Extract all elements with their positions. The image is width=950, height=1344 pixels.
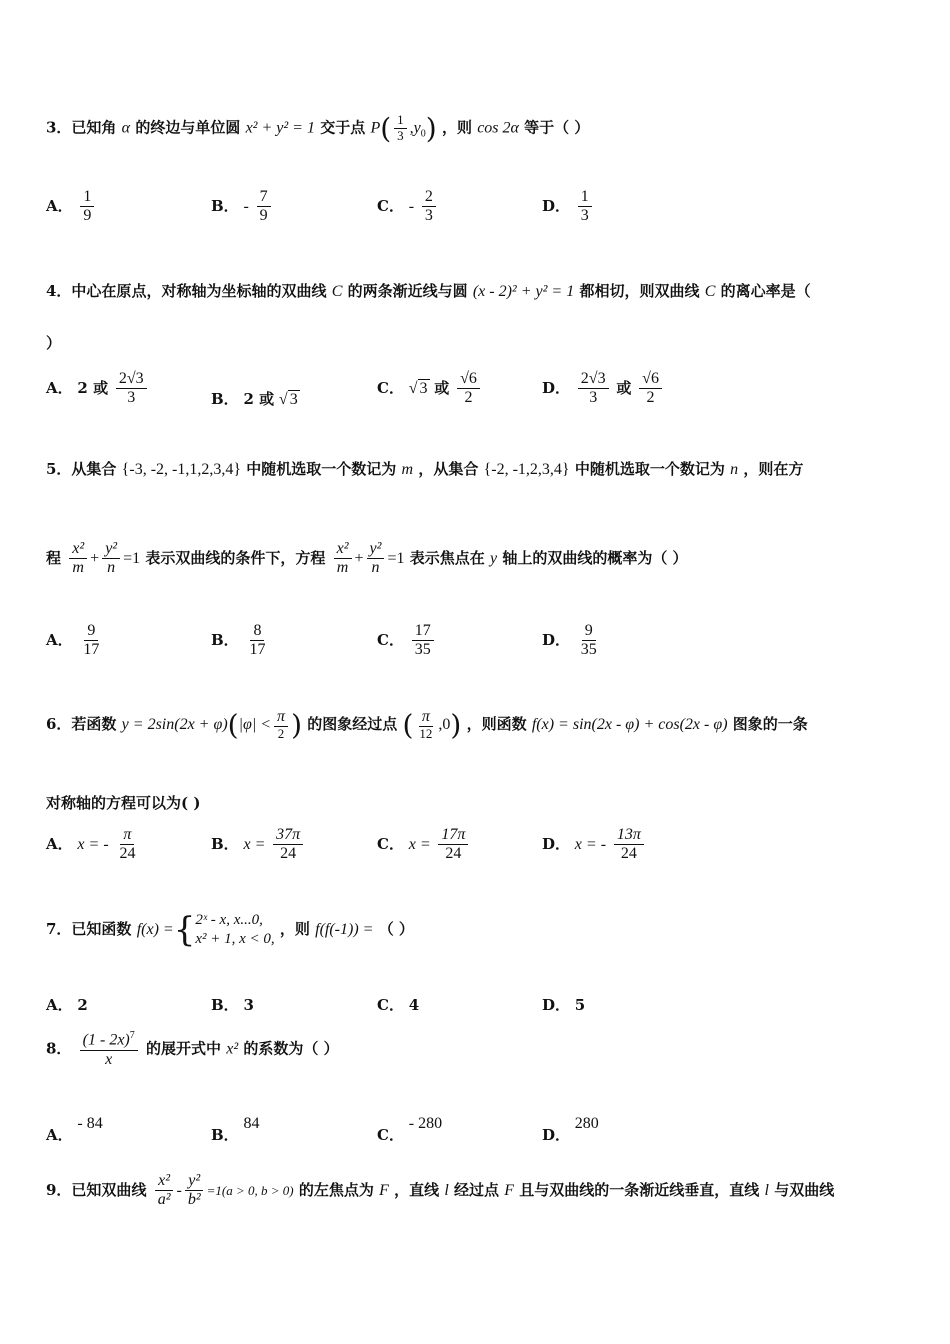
question-9: 9．已知双曲线 $\frac{\text{x²}}{\text{a²}}$ - $\frac{\text{y²}}{\text{b²}}$ =1(a > 0, b > 0) 的左焦点为 F ，直线 l 经过点 F 且与双曲线的一条渐近线垂直，直线 l 与双曲线 (46, 1172, 835, 1209)
q5-eq2-m: m (336, 559, 349, 577)
q6-pt-pi: π (419, 708, 433, 727)
q3-d-den: 3 (580, 207, 589, 225)
q3-d-label: D． (542, 196, 571, 215)
q3-option-a[interactable] (46, 188, 97, 226)
q4-curve-2: C (704, 283, 716, 300)
q3-c-label: C． (377, 196, 404, 215)
q3-a-num: 1 (80, 188, 94, 207)
q7-option-c[interactable] (377, 994, 419, 1015)
q5-option-d[interactable] (542, 622, 603, 660)
q5-a-label: A． (46, 630, 73, 649)
q6-cond-two: 2 (277, 726, 285, 742)
q5-a-den: 17 (83, 641, 100, 659)
q6-option-b[interactable] (211, 826, 306, 864)
q7-b-label: B． (211, 996, 239, 1014)
q3-d-num: 1 (578, 188, 592, 207)
q8-term: x² (226, 1040, 239, 1058)
q4-stem-1: 4．中心在原点，对称轴为坐标轴的双曲线 (46, 282, 327, 300)
q7-d-label: D． (542, 996, 571, 1014)
q6-stem-3: ，则函数 (466, 715, 527, 734)
q3-b-den: 9 (259, 207, 268, 225)
q5-c-label: C． (377, 630, 404, 649)
q6-func1: y = 2sin(2x + φ) (121, 716, 228, 734)
q6-pt-zero: ,0 (438, 716, 451, 734)
q4-d-den: 3 (589, 389, 598, 407)
q5-option-b[interactable] (211, 622, 271, 660)
q4-circle: (x - 2)² + y² = 1 (472, 283, 575, 300)
q4-d-num2: √6 (639, 370, 662, 389)
q4-option-b[interactable]: B． 2 或 √ 3 (211, 390, 298, 408)
q7-stem-1: 7．已知函数 (46, 920, 132, 938)
q5-eq1-n: n (107, 559, 116, 577)
q5-b-label: B． (211, 630, 239, 649)
q5-var1: m (401, 461, 414, 478)
q7-stem-2: ，则 (279, 920, 310, 938)
q6-cond-pi: π (274, 708, 288, 727)
q8-stem-1: 8． (46, 1039, 72, 1058)
question-8 (46, 1030, 339, 1069)
q4-a-num: 2√3 (116, 370, 147, 389)
q3-c-sign: - (408, 197, 415, 215)
q4-d-label: D． (542, 378, 571, 397)
q6-func2: f(x) = sin(2x - φ) + cos(2x - φ) (531, 716, 728, 734)
q4-option-d[interactable] (542, 370, 665, 408)
q6-pt-twelve: 12 (419, 726, 433, 742)
question-5: 5．从集合 {-3, -2, -1,1,2,3,4} 中随机选取一个数记为 m ，从集合 {-2, -1,2,3,4} 中随机选取一个数记为 n ，则在方 (46, 460, 804, 478)
q4-c-text: 或 (434, 378, 450, 397)
q8-c-text: - 280 (408, 1115, 443, 1132)
q6-stem-5: 对称轴的方程可以为( ) (46, 794, 201, 812)
q4-curve: C (331, 283, 343, 300)
q3-point-p: P (370, 119, 381, 137)
q4-option-a[interactable] (46, 370, 150, 408)
q3-stem-1: 3．已知角 (46, 118, 117, 137)
q5-stem-6: 程 (46, 548, 62, 567)
q7-b-text: 3 (243, 996, 254, 1014)
q5-eq1-m: m (72, 559, 84, 577)
q6-cond: |φ| < (238, 716, 272, 734)
q6-d-den: 24 (620, 845, 637, 863)
q3-b-sign: - (243, 197, 249, 215)
q5-stem-8: 表示焦点在 (409, 548, 485, 567)
q5-var2: n (730, 461, 739, 478)
q5-c-num: 17 (412, 622, 434, 641)
q4-stem-5: ） (46, 334, 62, 352)
q8-b-label: B． (211, 1126, 239, 1144)
q7-option-d[interactable] (542, 994, 585, 1015)
q8-den: x (105, 1050, 113, 1068)
q8-b-text: 84 (243, 1115, 260, 1132)
q3-c-num: 2 (422, 188, 436, 207)
q4-a-den: 3 (127, 389, 136, 407)
q9-focus: F (379, 1181, 389, 1199)
q6-stem-1: 6．若函数 (46, 715, 117, 734)
q4-d-den2: 2 (646, 389, 655, 407)
q3-a-label: A． (46, 196, 73, 215)
q6-b-pre: x = (243, 835, 266, 853)
q5-stem-5: ，则在方 (743, 460, 804, 478)
q9-stem-1: 9．已知双曲线 (46, 1180, 147, 1199)
q4-a-label: A． (46, 378, 73, 397)
question-7: 7．已知函数 f(x) ={ 2ˣ - x, x...0, x² + 1, x < 0, ，则 f(f(-1)) = （ ） (46, 910, 414, 950)
q7-case2: x² + 1, x < 0, (195, 931, 275, 947)
q9-cond: =1(a > 0, b > 0) (206, 1182, 294, 1198)
question-6: 6．若函数 y = 2sin(2x + φ)(|φ| < $\frac{\pi}{2}$ ) 的图象经过点 ( $\frac{\pi}{12}$ ,0) ，则函数 f(x) = sin(2x - φ) + cos(2x - φ) 图象的一条 (46, 708, 808, 742)
q5-eq2-n: n (371, 559, 380, 577)
q3-point-num: 1 (394, 113, 407, 129)
q6-c-den: 24 (445, 845, 462, 863)
q5-d-num: 9 (582, 622, 596, 641)
q4-b-root: 3 (289, 391, 298, 408)
q6-c-num: 17π (438, 826, 468, 845)
question-4-cont (46, 332, 61, 353)
q6-option-d[interactable] (542, 826, 647, 864)
q4-stem-3: 都相切，则双曲线 (579, 282, 700, 300)
question-4 (46, 280, 811, 301)
question-5-cont: 程 $\frac{\text{x²}}{m}$ + $\frac{\text{y²}}{n}$ =1 表示双曲线的条件下，方程 $\frac{\text{x²}}{m}$ + $\frac{\text{y²}}{n}$ =1 表示焦点在 y 轴上的双曲线的概率为（ ） (46, 540, 688, 577)
q6-d-pre: x = - (574, 835, 607, 853)
q6-a-den: 24 (119, 845, 136, 863)
q8-d-label: D． (542, 1126, 571, 1144)
q7-option-a[interactable] (46, 994, 88, 1015)
q7-fx: f(x) = (136, 921, 174, 938)
q4-stem-2: 的两条渐近线与圆 (347, 282, 468, 300)
q6-option-a[interactable] (46, 826, 141, 864)
q7-stem-3: （ ） (378, 920, 414, 938)
q4-stem-4: 的离心率是（ (720, 282, 811, 300)
q4-d-num: 2√3 (578, 370, 609, 389)
q5-set2: -2, -1,2,3,4 (491, 461, 562, 478)
q7-a-text: 2 (77, 996, 88, 1014)
q5-c-den: 35 (414, 641, 431, 659)
q3-point-sub: 0 (420, 128, 426, 140)
q9-line: l (444, 1181, 449, 1199)
q3-option-d[interactable] (542, 188, 595, 226)
q8-a-text: - 84 (77, 1115, 103, 1132)
q3-stem-2: 的终边与单位圆 (135, 118, 241, 137)
q5-set1: -3, -2, -1,1,2,3,4 (129, 461, 234, 478)
q7-a-label: A． (46, 996, 73, 1014)
q6-stem-4: 图象的一条 (732, 715, 808, 734)
q3-point-den: 3 (397, 128, 404, 143)
q4-a-text: 2 或 (77, 378, 109, 397)
q3-option-b[interactable] (211, 188, 274, 226)
q3-angle: α (121, 119, 131, 137)
q7-c-text: 4 (408, 996, 420, 1014)
q5-stem-9: 轴上的双曲线的概率为（ ） (502, 548, 688, 567)
question-3: 3．已知角 α 的终边与单位圆 x² + y² = 1 交于点 P( $\frac{1}{3}$ $,y_0$) ，则 cos 2α 等于（ ） (46, 112, 590, 145)
q6-stem-2: 的图象经过点 (307, 715, 398, 734)
q5-stem-7: 表示双曲线的条件下，方程 (145, 548, 326, 567)
q7-case1: 2ˣ - x, x...0, (195, 911, 263, 928)
q4-option-c[interactable]: C． √ 3 或 $\frac{√6}{2}$ (377, 370, 483, 408)
q8-option-a[interactable] (46, 1112, 103, 1144)
q3-stem-5: 等于（ ） (524, 118, 590, 137)
q3-stem-3: 交于点 (320, 118, 366, 137)
q5-b-num: 8 (250, 622, 264, 641)
q8-d-text: 280 (574, 1115, 599, 1132)
q7-c-label: C． (377, 996, 404, 1014)
q3-c-den: 3 (424, 207, 433, 225)
q9-focus-2: F (504, 1181, 515, 1199)
q4-c-root: 3 (419, 379, 428, 397)
q5-eq1-rhs: =1 (123, 549, 141, 567)
q4-d-text: 或 (616, 378, 632, 397)
q8-option-b[interactable] (211, 1112, 260, 1144)
q5-stem-3: ，从集合 (418, 460, 479, 478)
q6-a-label: A． (46, 834, 73, 853)
q4-b-label: B． (211, 390, 239, 408)
q7-target: f(f(-1)) = (315, 921, 374, 938)
q6-b-label: B． (211, 834, 239, 853)
q3-target: cos 2α (477, 119, 519, 137)
q4-c-num: √6 (457, 370, 480, 389)
q3-b-label: B． (211, 196, 239, 215)
q5-d-den: 35 (580, 641, 597, 659)
q3-point-y: y (413, 119, 421, 137)
q7-option-b[interactable] (211, 994, 254, 1015)
q9-stem-2: 的左焦点为 (298, 1180, 374, 1199)
q4-c-label: C． (377, 378, 404, 397)
q8-stem-2: 的展开式中 (146, 1039, 222, 1058)
q9-stem-4: 经过点 (454, 1180, 500, 1199)
q9-stem-5: 且与双曲线的一条渐近线垂直，直线 (519, 1180, 760, 1199)
q5-d-label: D． (542, 630, 571, 649)
q6-d-label: D． (542, 834, 571, 853)
q7-d-text: 5 (574, 996, 586, 1014)
q6-d-num: 13π (614, 826, 644, 845)
question-6-cont (46, 792, 200, 813)
q5-option-a[interactable] (46, 622, 105, 660)
q6-c-label: C． (377, 834, 404, 853)
q8-option-d[interactable] (542, 1112, 599, 1144)
q9-line-2: l (764, 1181, 769, 1199)
q8-exp: 7 (129, 1030, 135, 1041)
q6-b-den: 24 (280, 845, 297, 863)
q6-a-pre: x = - (77, 835, 109, 853)
q5-stem-4: 中随机选取一个数记为 (574, 460, 725, 478)
q5-a-num: 9 (84, 622, 98, 641)
q8-c-label: C． (377, 1126, 404, 1144)
q5-eq2-rhs: =1 (387, 549, 405, 567)
q3-stem-4: ，则 (441, 118, 472, 137)
q5-b-den: 17 (249, 641, 266, 659)
q6-c-pre: x = (408, 835, 431, 853)
q5-stem-1: 5．从集合 (46, 460, 117, 478)
q9-stem-6: 与双曲线 (774, 1180, 835, 1199)
q5-stem-2: 中随机选取一个数记为 (246, 460, 397, 478)
q3-option-c[interactable] (377, 188, 439, 226)
q9-stem-3: ，直线 (394, 1180, 440, 1199)
q6-a-num: π (120, 826, 134, 845)
q6-option-c[interactable] (377, 826, 471, 864)
q8-stem-3: 的系数为（ ） (243, 1039, 339, 1058)
q5-option-c[interactable] (377, 622, 437, 660)
q4-b-text: 2 或 (243, 390, 275, 408)
q6-b-num: 37π (273, 826, 303, 845)
q3-circle: x² + y² = 1 (245, 119, 315, 137)
q8-option-c[interactable] (377, 1112, 443, 1144)
q3-b-num: 7 (257, 188, 271, 207)
q8-num: (1 - 2x) (82, 1031, 130, 1049)
q5-axis: y (489, 549, 498, 567)
q4-c-den: 2 (464, 389, 473, 407)
q8-a-label: A． (46, 1126, 73, 1144)
q3-a-den: 9 (83, 207, 92, 225)
